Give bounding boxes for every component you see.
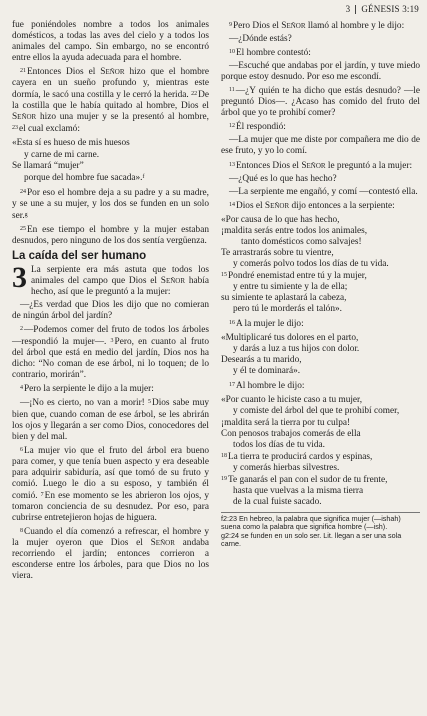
paragraph-3-12: $^{12}$Él respondió:: [229, 122, 286, 133]
paragraph-3-1: 3 La serpiente era más astuta que todos los animales del campo que Dios el Señor había hecho, así que le preguntó a la mujer:: [12, 260, 209, 298]
paragraph-3-2: $^2$—Podemos comer del fruto de todos los árboles —respondió la mujer—. $^3$Pero, en cuanto al fruto del árbol que está en medio del jardín, Dios nos ha dicho: “No coman de ese árbol, ni lo toquen; de lo contrario, morirán”.: [12, 325, 210, 381]
paragraph-3-6: $^6$La mujer vio que el fruto del árbol era bueno para comer, y que tenía buen aspecto y era deseable para adquirir sabiduría, así que tomó de su fruto y comió. Luego le dio a su esposo, y también él comió. $^7$En ese momento se les abrieron los ojos, y tomaron conciencia de su desnudez. Por eso, para cubrirse entretejieron hojas de higuera.: [12, 445, 209, 523]
poem-line: «Por causa de lo que has hecho,: [221, 214, 340, 225]
verse-number: 6: [20, 446, 23, 453]
poem-line: todos los días de tu vida.: [233, 439, 325, 450]
left-column: [12, 20, 209, 584]
poem-line: su simiente te aplastará la cabeza,: [221, 293, 347, 304]
paragraph-3-9b: —¿Dónde estás?: [229, 34, 292, 45]
section-heading: La caída del ser humano: [12, 249, 147, 262]
paragraph-3-14: $^{14}$Dios el Señor dijo entonces a la serpiente:: [229, 200, 395, 211]
poem-3-14: [221, 215, 420, 315]
verse-number: 24: [20, 188, 26, 195]
poem-line: $^{15}$Pondré enemistad entre tú y la mujer,: [221, 270, 367, 281]
verse-number: 21: [20, 68, 26, 75]
header-divider: [355, 5, 356, 14]
paragraph-2-20: fue poniéndoles nombre a todos los animales domésticos, a todas las aves del cielo y a todos los animales del campo. Sin embargo, no se encontró entre ellos la ayuda adecuada para el hombre.: [12, 20, 209, 64]
verse-number: 14: [229, 201, 235, 208]
paragraph-3-10: $^{10}$El hombre contestó:: [229, 48, 311, 59]
lord-name: Señor: [160, 275, 186, 286]
verse-number: 3: [110, 338, 114, 345]
paragraph-3-16: $^{16}$A la mujer le dijo:: [229, 319, 304, 330]
poem-line: Desearás a tu marido,: [221, 355, 302, 366]
verse-number: 18: [221, 452, 227, 459]
poem-line: de la cual fuiste sacado.: [233, 496, 322, 507]
poem-line: $^{19}$Te ganarás el pan con el sudor de tu frente,: [221, 474, 388, 485]
paragraph-2-21: $^{21}$Entonces Dios el Señor hizo que el hombre cayera en un sueño profundo y, mientras este dormía, le sacó una costilla y le cerró la herida. $^{22}$De la costilla que le había quitado al hombre, Dios el Señor hizo una mujer y se la presentó al hombre, $^{23}$el cual exclamó:: [12, 67, 209, 135]
verse-number: 8: [20, 527, 23, 534]
paragraph-3-9: $^9$Pero Dios el Señor llamó al hombre y le dijo:: [229, 21, 405, 31]
verse-number: 25: [20, 225, 26, 232]
verse-number: 10: [229, 49, 235, 56]
verse-number: 16: [229, 320, 235, 327]
verse-number: 13: [229, 161, 235, 168]
footnote: f2:23 En hebreo, la palabra que significa mujer (—ishah) suena como la palabra que significa hombre (—ish).: [221, 513, 401, 532]
verse-number: 2: [20, 326, 23, 333]
lord-name: Señor: [301, 160, 326, 171]
poem-line: ¡maldita serás entre todos los animales,: [221, 225, 368, 236]
poem-line: hasta que vuelvas a la misma tierra: [233, 485, 364, 496]
poem-line: Se llamará “mujer”: [12, 160, 84, 171]
verse-number: 11: [229, 87, 235, 94]
lord-name: Señor: [281, 21, 306, 31]
poem-line: ¡maldita será la tierra por tu culpa!: [221, 417, 351, 428]
poem-line: y entre tu simiente y la de ella;: [233, 281, 348, 292]
poem-line: pero tú le morderás el talón».: [233, 304, 342, 315]
poem-line: y comiste del árbol del que te prohibí comer,: [233, 406, 400, 417]
paragraph-2-24: $^{24}$Por eso el hombre deja a su padre y a su madre, y se une a su mujer, y los dos se funden en un solo ser.$^g$: [12, 187, 209, 221]
paragraph-3-1b: —¿Es verdad que Dios les dijo que no comieran de ningún árbol del jardín?: [12, 300, 209, 322]
poem-2-23: [12, 138, 209, 183]
poem-line: «Por cuanto le hiciste caso a tu mujer,: [221, 395, 363, 406]
poem-3-16: [221, 333, 420, 377]
poem-line: y él te dominará».: [233, 366, 301, 377]
paragraph-3-12b: —La mujer que me diste por compañera me dio de ese fruto, y yo lo comí.: [221, 135, 420, 157]
poem-line: $^{18}$La tierra te producirá cardos y espinas,: [221, 451, 373, 462]
lord-name: Señor: [12, 112, 37, 123]
footnote-marker: g: [24, 211, 28, 218]
right-column: [221, 20, 420, 549]
verse-number: 9: [229, 22, 232, 28]
lord-name: Señor: [264, 200, 290, 211]
paragraph-3-10b: —Escuché que andabas por el jardín, y tuve miedo porque estoy desnudo. Por eso me escondí.: [221, 61, 420, 83]
paragraph-3-8: $^8$Cuando el día comenzó a refrescar, el hombre y la mujer oyeron que Dios el Señor andaba recorriendo el jardín; entonces corrieron a esconderse entre los árboles, para que Dios no los viera.: [12, 526, 209, 582]
footnote: g2:24 se funden en un solo ser. Lit. llegan a ser una sola carne.: [221, 530, 402, 549]
lord-name: Señor: [150, 538, 175, 549]
paragraph-3-11: $^{11}$—¿Y quién te ha dicho que estás desnudo? —le preguntó Dios—. ¿Acaso has comido del fruto del árbol que yo te prohibí comer?: [221, 86, 420, 119]
paragraph-3-13c: —La serpiente me engañó, y comí —contestó ella.: [229, 186, 418, 197]
page-number: 3: [345, 4, 351, 14]
verse-number: 5: [147, 399, 151, 406]
lord-name: Señor: [100, 67, 125, 78]
poem-line: Con penosos trabajos comerás de ella: [221, 428, 361, 439]
verse-number: 4: [20, 385, 23, 392]
footnote-marker: f: [142, 173, 145, 180]
poem-3-17: [221, 395, 420, 507]
chapter-reference: GÉNESIS 3:19: [361, 4, 419, 14]
paragraph-3-4b: —¡No es cierto, no van a morir! $^5$Dios sabe muy bien que, cuando coman de ese árbol, se les abrirán los ojos y llegarán a ser como Dios, conocedores del bien y del mal.: [12, 398, 209, 442]
poem-line: Te arrastrarás sobre tu vientre,: [221, 247, 334, 258]
page-header: [346, 4, 419, 14]
footnotes: [221, 512, 420, 549]
poem-line: tanto domésticos como salvajes!: [241, 236, 362, 247]
poem-line: porque del hombre fue sacada».$^f$: [24, 172, 145, 183]
paragraph-3-4: $^4$Pero la serpiente le dijo a la mujer:: [20, 384, 154, 395]
chapter-number: 3: [12, 260, 27, 294]
verse-number: 12: [229, 123, 235, 130]
poem-line: y carne de mi carne.: [24, 149, 100, 160]
verse-number: 15: [221, 271, 227, 278]
verse-number: 23: [12, 125, 18, 132]
verse-number: 19: [221, 475, 227, 482]
poem-line: y darás a luz a tus hijos con dolor.: [233, 344, 360, 355]
poem-line: «Multiplicaré tus dolores en el parto,: [221, 333, 359, 344]
poem-line: y comerás hierbas silvestres.: [233, 462, 340, 473]
verse-number: 7: [40, 491, 44, 498]
verse-number: 22: [191, 91, 198, 98]
paragraph-3-13: $^{13}$Entonces Dios el Señor le preguntó a la mujer:: [229, 160, 413, 171]
paragraph-2-25: $^{25}$En ese tiempo el hombre y la mujer estaban desnudos, pero ninguno de los dos sentía vergüenza.: [12, 224, 209, 246]
poem-line: y comerás polvo todos los días de tu vida.: [233, 258, 389, 269]
poem-line: «Esta sí es hueso de mis huesos: [12, 138, 130, 149]
paragraph-3-13b: —¿Qué es lo que has hecho?: [229, 173, 337, 184]
paragraph-3-17: $^{17}$Al hombre le dijo:: [229, 381, 305, 392]
verse-number: 17: [229, 382, 235, 389]
